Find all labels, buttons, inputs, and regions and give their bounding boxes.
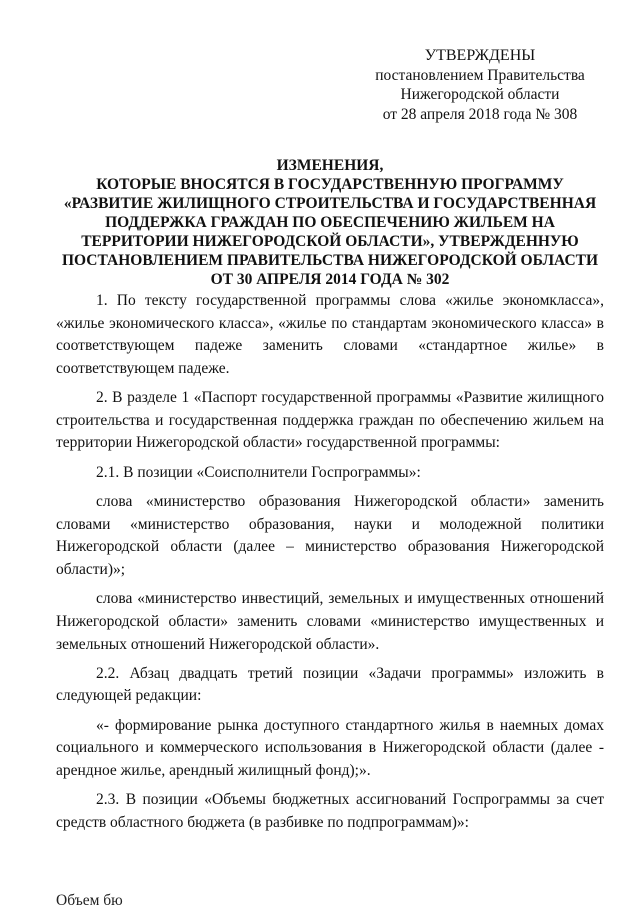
title-line-6: ПОСТАНОВЛЕНИЕМ ПРАВИТЕЛЬСТВА НИЖЕГОРОДСКОЙ ОБЛАСТИ [61, 252, 599, 269]
document-body [56, 290, 604, 841]
title-line-7: ОТ 30 АПРЕЛЯ 2014 ГОДА № 302 [210, 271, 450, 288]
paragraph-2-1: 2.1. В позиции «Соисполнители Госпрограммы»: [96, 463, 421, 481]
title-line-4: ПОДДЕРЖКА ГРАЖДАН ПО ОБЕСПЕЧЕНИЮ ЖИЛЬЕМ НА [105, 214, 555, 231]
title-line-1: ИЗМЕНЕНИЯ, [276, 157, 384, 174]
paragraph-2-2: 2.2. Абзац двадцать третий позиции «Задачи программы» изложить в следующей редакции: [56, 664, 604, 705]
paragraph-2: 2. В разделе 1 «Паспорт государственной программы «Развитие жилищного строительства и государственная поддержка граждан по обеспечению жильем на территории Нижегородской области» государственной программы: [56, 389, 604, 452]
approval-title: УТВЕРЖДЕНЫ [424, 47, 536, 64]
paragraph-2-1-a: слова «министерство образования Нижегородской области» заменить словами «министерство образования, науки и молодежной политики Нижегородской области (далее – министерство образования Нижегородской области)»; [56, 493, 604, 578]
title-line-5: ТЕРРИТОРИИ НИЖЕГОРОДСКОЙ ОБЛАСТИ», УТВЕРЖДЕННУЮ [81, 233, 579, 250]
approval-line-3: от 28 апреля 2018 года № 308 [382, 105, 578, 123]
title-line-2: КОТОРЫЕ ВНОСЯТСЯ В ГОСУДАРСТВЕННУЮ ПРОГРАММУ [96, 176, 564, 193]
approval-line-1: постановлением Правительства [375, 66, 585, 84]
approval-stamp [360, 46, 600, 124]
paragraph-1: 1. По тексту государственной программы слова «жилье экономкласса», «жилье экономического класса», «жилье по стандартам экономического класса» в соответствующем падеже заменить словами «стандартное жилье» в соответствующем падеже. [56, 292, 604, 377]
paragraph-2-2-quote: «- формирование рынка доступного стандартного жилья в наемных домах социального и коммерческого использования в Нижегородской области (далее - арендное жилье, арендный жилищный фонд);». [56, 716, 604, 780]
cut-off-next-line: Объем бю [56, 892, 123, 905]
paragraph-2-1-b: слова «министерство инвестиций, земельных и имущественных отношений Нижегородской области» заменить словами «министерство имущественных и земельных отношений Нижегородской области». [56, 590, 604, 653]
approval-line-2: Нижегородской области [400, 86, 560, 103]
title-line-3: «РАЗВИТИЕ ЖИЛИЩНОГО СТРОИТЕЛЬСТВА И ГОСУДАРСТВЕННАЯ [63, 195, 597, 212]
paragraph-2-3: 2.3. В позиции «Объемы бюджетных ассигнований Госпрограммы за счет средств областного бюджета (в разбивке по подпрограммам)»: [56, 791, 604, 832]
document-title [40, 156, 620, 289]
